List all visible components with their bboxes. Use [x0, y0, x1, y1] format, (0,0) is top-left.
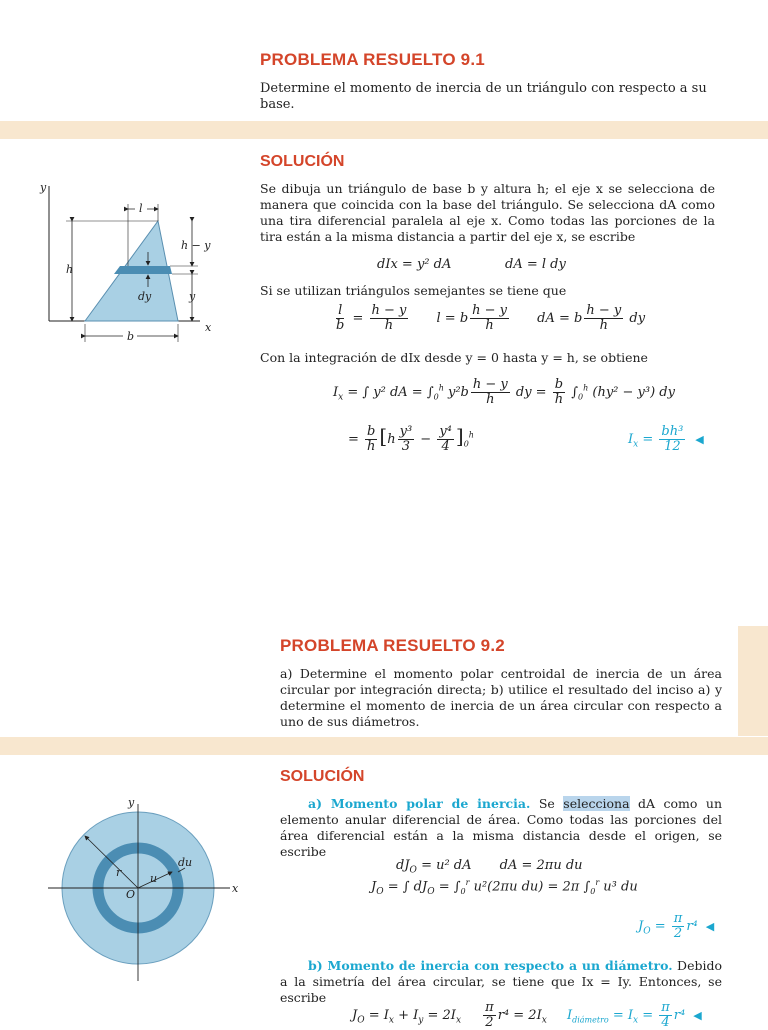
part-a-text-2: dA como un elemento anular diferencial de área. Como todas las porciones del área diferencial están a la misma distancia desde el origen, se escribe: [280, 796, 723, 859]
fig1-label-y-dim: y: [189, 290, 196, 303]
equation-similar-triangles: $\frac{l}{b}$ = $\frac{h - y}{h}$ l = b $\frac{h - y}{h}$ dA = b $\frac{h - y}{h}$ dy: [336, 303, 646, 333]
fig1-label-dy: dy: [138, 290, 152, 303]
part-b-heading: b) Momento de inercia con respecto a un diámetro.: [308, 958, 673, 973]
fig1-label-l: l: [139, 202, 143, 215]
problem-1-title: PROBLEMA RESUELTO 9.1: [260, 50, 485, 69]
fig2-label-u: u: [150, 872, 158, 885]
fig2-label-y: y: [128, 796, 135, 809]
circle-figure: [40, 796, 250, 986]
fig2-label-O: O: [126, 888, 136, 901]
fig1-label-h-minus-y: h − y: [181, 239, 211, 252]
fig1-label-x: x: [205, 321, 212, 334]
equation-integral-Ix: $I_x$ = ∫ y² dA = $\int_0^h$ y²b $\frac{h - y}{h}$ dy = $\frac{b}{h}$ $\int_0^h$ (hy² − y³) dy: [333, 377, 675, 407]
section-band-1: [0, 121, 768, 139]
solution-2-part-a: [280, 796, 722, 860]
solution-1-paragraph-3: Con la integración de dIx desde y = 0 hasta y = h, se obtiene: [260, 350, 648, 365]
fig1-label-h: h: [66, 263, 74, 276]
part-a-text-1: Se: [538, 796, 555, 811]
solution-1-paragraph-2: Si se utilizan triángulos semejantes se tiene que: [260, 283, 567, 298]
section-band-2: [0, 737, 768, 755]
equation-dIx: dIx = y² dA: [377, 257, 452, 272]
solution-1-paragraph-1: Se dibuja un triángulo de base b y altura h; el eje x se selecciona de manera que coincida con la base del triángulo. Se selecciona dA como una tira diferencial paralela al eje x. Como todas las porciones de la tira están a la misma distancia a partir del eje x, se escribe: [260, 181, 715, 244]
fig1-label-b: b: [127, 330, 135, 343]
solution-2-title: SOLUCIÓN: [280, 768, 365, 785]
answer-Ix: $I_x$ = $\frac{\text{bh³}}{12}$ ◀: [628, 424, 704, 454]
fig2-label-du: du: [178, 856, 193, 869]
differential-strip: [114, 266, 172, 274]
solution-2-part-b: [280, 958, 722, 1006]
problem-2-title: PROBLEMA RESUELTO 9.2: [280, 636, 505, 655]
equation-integral-result: = $\frac{b}{h}$ [h $\frac{\text{y³}}{3}$ − $\frac{\text{y⁴}}{4}$ ]$_0^h$: [348, 424, 474, 454]
fig2-label-r: r: [116, 866, 122, 879]
part-a-heading: a) Momento polar de inercia.: [308, 796, 531, 811]
triangle-figure: [30, 176, 230, 346]
side-band-2: [738, 626, 768, 736]
equation-Jo-integral: $J_O$ = ∫ $dJ_O = \int_0^r$ u²(2πu du) = 2π $\int_0^r$ u³ du: [371, 878, 638, 897]
problem-1-statement: Determine el momento de inercia de un triángulo con respecto a su base.: [260, 81, 707, 112]
fig1-label-y: y: [40, 181, 47, 194]
problem-2-statement: a) Determine el momento polar centroidal de inercia de un área circular por integración directa; b) utilice el resultado del inciso a) y determine el momento de inercia de un área circular con respecto a uno de sus diámetros.: [280, 666, 722, 729]
part-b-text: Debido a la simetría del área circular, se tiene que Ix = Iy. Entonces, se escribe: [280, 958, 722, 1005]
answer-Jo: $J_O$ = $\frac{\pi}{2}$ r⁴ ◀: [638, 911, 715, 941]
solution-1-title: SOLUCIÓN: [260, 153, 345, 170]
fig2-label-x: x: [232, 882, 239, 895]
equation-diameter: $J_O = I_x + I_y = 2I_x$ $\frac{\pi}{2}$ $r^4 = 2I_x$ $I_{diámetro} = I_x$ = $\frac{\pi}{4}$ r⁴ ◀: [352, 1000, 702, 1030]
selected-word-highlight: selecciona: [563, 796, 630, 811]
equation-dJo: $dJ_O = u^2$ dA dA = 2πu du: [396, 858, 583, 876]
equation-dA: dA = l dy: [505, 257, 566, 272]
